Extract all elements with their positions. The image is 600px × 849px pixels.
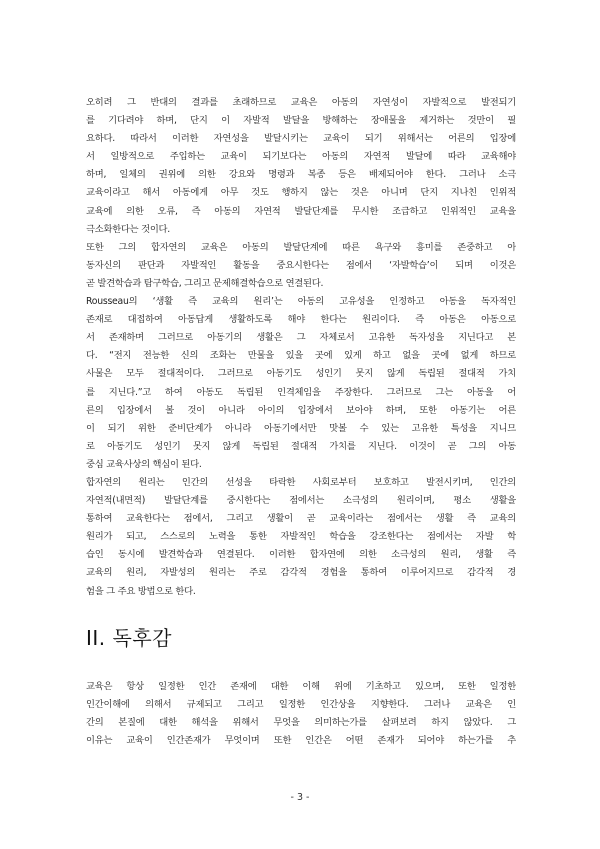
text-line: 사물은 모두 절대적이다. 그러므로 아동기도 성인기 못지 않게 독립된 절대적 가치	[86, 368, 516, 380]
text-line: 합자연의 원리는 인간의 선성을 타락한 사회로부터 보호하고 발전시키며, 인간의	[86, 476, 516, 488]
paragraph-2	[86, 239, 516, 293]
text-line: 중심 교육사상의 핵심이 된다.	[86, 458, 202, 470]
text-line: 오히려 그 반대의 결과를 초래하므로 교육은 아동의 자연성이 자발적으로 발전되기	[86, 97, 516, 108]
text-line: 교육이라고 해서 아동에게 아무 것도 행하지 않는 것은 아니며 단지 지나친 인위적	[86, 187, 516, 199]
text-line: 이 되기 위한 준비단계가 아니라 아동기에서만 맛볼 수 있는 고유한 특성을 지니므	[86, 422, 516, 434]
text-line: 교육은 항상 일정한 인간 존재에 대한 이해 위에 기초하고 있으며, 또한 일정한	[86, 681, 516, 692]
text-line: 요하다. 따라서 이러한 자연성을 발달시키는 교육이 되기 위해서는 어른의 입장에	[86, 133, 516, 145]
text-line: 통하여 교육한다는 점에서, 그리고 생활이 곧 교육이라는 점에서는 생활 즉 교육의	[86, 513, 516, 525]
text-line: 인간이해에 의해서 규제되고 그리고 일정한 인간상을 지향한다. 그러나 교육은 인	[86, 699, 516, 711]
section-heading	[86, 622, 516, 651]
text-line: 곧 발견학습과 탐구학습, 그리고 문제해결학습으로 연결된다.	[86, 277, 324, 289]
paragraph-4	[86, 474, 516, 601]
text-line: 간의 본질에 대한 해석을 위해서 무엇을 의미하는가를 살펴보려 하지 않았다. 그	[86, 717, 516, 729]
text-line: 동자신의 판단과 자발적인 활동을 중요시한다는 점에서 ‘자발학습’이 되며 이것은	[86, 259, 516, 271]
text-line: 다. “전지 전능한 신의 조화는 만물을 있을 곳에 있게 하고 없을 곳에 없게 하므로	[86, 350, 516, 362]
section-title: II. 독후감	[86, 626, 172, 650]
text-line: 하며, 일체의 권위에 의한 강요와 명령과 복종 등은 배제되어야 한다. 그러나 소극	[86, 169, 516, 181]
text-line: 서 존재하며 그러므로 아동기의 생활은 그 자체로서 고유한 독자성을 지닌다고 본	[86, 332, 516, 344]
text-line: 또한 그의 합자연의 교육은 아동의 발달단계에 따른 욕구와 흥미를 존중하고 아	[86, 241, 516, 253]
text-line: 를 지닌다.”고 하여 아동도 독립된 인격체임을 주장한다. 그러므로 그는 아동을 어	[86, 386, 516, 398]
text-line: 험을 그 주요 방법으로 한다.	[86, 585, 196, 597]
text-line: 서 일방적으로 주입하는 교육이 되기보다는 아동의 자연적 발달에 따라 교육해야	[86, 151, 516, 163]
text-line: 원리가 되고, 스스로의 노력을 통한 자발적인 학습을 강조한다는 점에서는 자발 학	[86, 531, 516, 543]
paragraph-3	[86, 293, 516, 474]
text-line: Rousseau의 ‘생활 즉 교육의 원리’는 아동의 고유성을 인정하고 아동을 독자적인	[86, 296, 516, 308]
text-line: 이유는 교육이 인간존재가 무엇이며 또한 인간은 어떤 존재가 되어야 하는가를 추	[86, 735, 516, 747]
text-line: 교육의 원리, 자발성의 원리는 주로 감각적 경험을 통하여 이루어지므로 감각적 경	[86, 567, 516, 579]
page-number: - 3 -	[290, 792, 310, 803]
text-line: 로 아동기도 성인기 못지 않게 독립된 절대적 가치를 지닌다. 이것이 곧 그의 아동	[86, 440, 516, 452]
paragraph-1	[86, 94, 516, 239]
text-line: 존재로 대접하여 아동답게 생활하도록 해야 한다는 원리이다. 즉 아동은 아동으로	[86, 314, 516, 326]
text-line: 자연적(내면적) 발달단계를 중시한다는 점에서는 소극성의 원리이며, 평소 생활을	[86, 495, 516, 507]
section-body-text	[86, 678, 516, 750]
text-line: 교육에 의한 오류, 즉 아동의 자연적 발달단계를 무시한 조급하고 인위적인 교육을	[86, 205, 516, 217]
text-line: 를 기다려야 하며, 단지 이 자발적 발달을 방해하는 장애물을 제거하는 것만이 필	[86, 115, 516, 127]
text-line: 극소화한다는 것이다.	[86, 223, 170, 235]
body-text	[86, 94, 516, 601]
text-line: 른의 입장에서 볼 것이 아니라 아이의 입장에서 보아야 하며, 또한 아동기는 어른	[86, 404, 516, 416]
text-line: 습인 동시에 발견학습과 연결된다. 이러한 합자연에 의한 소극성의 원리, 생활 즉	[86, 549, 516, 561]
